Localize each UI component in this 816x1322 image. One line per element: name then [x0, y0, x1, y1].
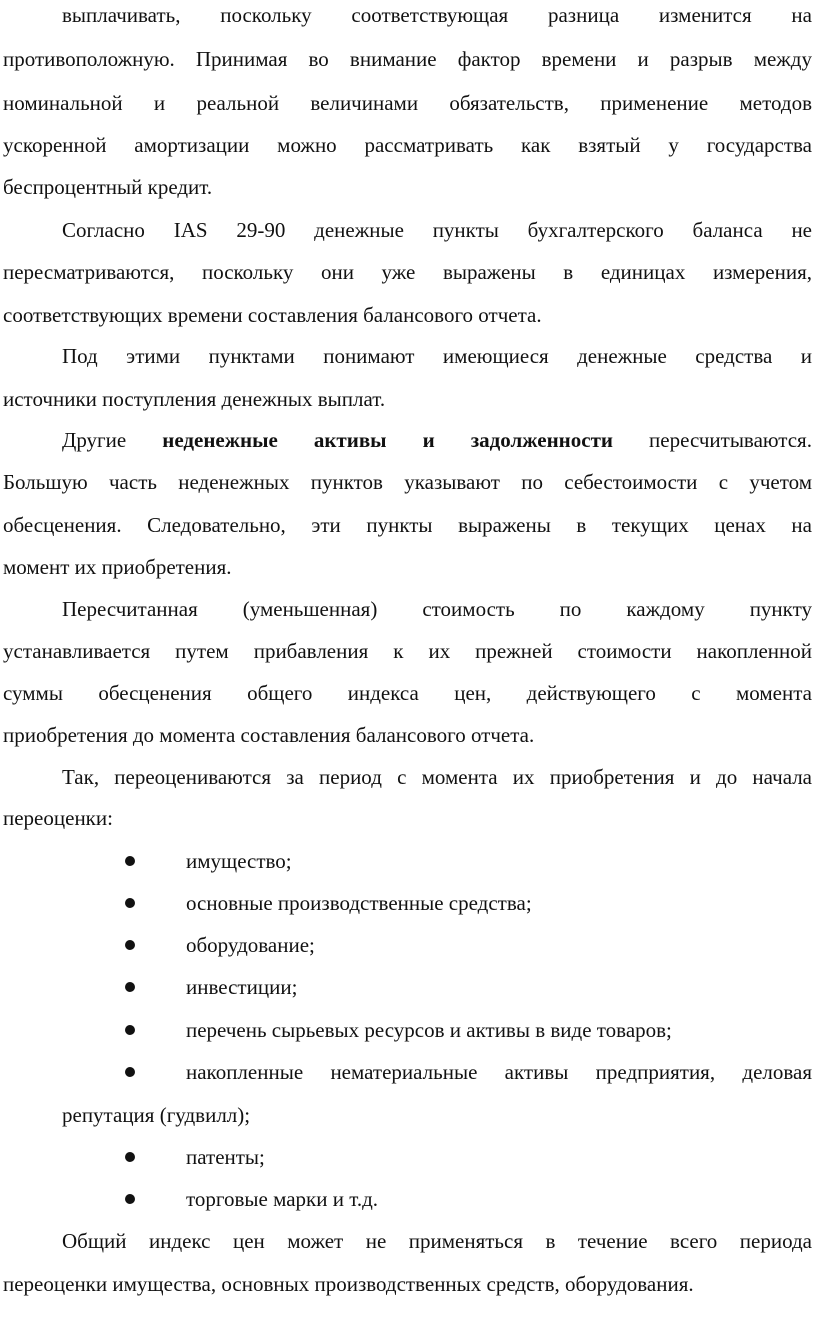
text-line: обесценения. Следовательно, эти пункты выражены в текущих ценах на	[3, 513, 812, 537]
list-item-text: имущество;	[186, 849, 292, 873]
bullet-icon	[125, 1025, 135, 1035]
text-line: Пересчитанная (уменьшенная) стоимость по каждому пункту	[62, 597, 812, 621]
text-line: суммы обесценения общего индекса цен, действующего с момента	[3, 681, 812, 705]
bullet-icon	[125, 1194, 135, 1204]
list-item-text: перечень сырьевых ресурсов и активы в виде товаров;	[186, 1018, 672, 1042]
text-line: переоценки:	[3, 806, 113, 830]
bullet-icon	[125, 1067, 135, 1077]
text-run: пересчитываются.	[613, 428, 812, 452]
text-line: номинальной и реальной величинами обязательств, применение методов	[3, 91, 812, 115]
text-line: соответствующих времени составления балансового отчета.	[3, 303, 542, 327]
bullet-icon	[125, 856, 135, 866]
text-line: Согласно IAS 29-90 денежные пункты бухгалтерского баланса не	[62, 218, 812, 242]
text-line: Общий индекс цен может не применяться в течение всего периода	[62, 1229, 812, 1253]
text-line: переоценки имущества, основных производственных средств, оборудования.	[3, 1272, 694, 1296]
list-item-text: накопленные нематериальные активы предприятия, деловая	[186, 1060, 812, 1084]
bullet-icon	[125, 1152, 135, 1162]
text-line: Под этими пунктами понимают имеющиеся денежные средства и	[62, 344, 812, 368]
text-run: Другие	[62, 428, 163, 452]
list-item-text: патенты;	[186, 1145, 265, 1169]
bullet-icon	[125, 982, 135, 992]
list-item-text-continued: репутация (гудвилл);	[62, 1103, 251, 1127]
text-line: момент их приобретения.	[3, 555, 232, 579]
list-item-text: инвестиции;	[186, 975, 298, 999]
list-item-text: оборудование;	[186, 933, 315, 957]
text-line: пересматриваются, поскольку они уже выражены в единицах измерения,	[3, 260, 812, 284]
list-item-text: основные производственные средства;	[186, 891, 532, 915]
bold-term: неденежные активы и задолженности	[162, 428, 614, 452]
text-line: устанавливается путем прибавления к их прежней стоимости накопленной	[3, 639, 812, 663]
text-line: Большую часть неденежных пунктов указывают по себестоимости с учетом	[3, 470, 812, 494]
text-line: противоположную. Принимая во внимание фактор времени и разрыв между	[3, 47, 812, 71]
text-line-mixed	[62, 425, 812, 455]
text-line: приобретения до момента составления балансового отчета.	[3, 723, 535, 747]
text-line: Так, переоцениваются за период с момента их приобретения и до начала	[62, 765, 812, 789]
bullet-icon	[125, 940, 135, 950]
text-line: выплачивать, поскольку соответствующая разница изменится на	[62, 3, 812, 27]
text-line: беспроцентный кредит.	[3, 175, 213, 199]
text-line: источники поступления денежных выплат.	[3, 387, 386, 411]
text-line: ускоренной амортизации можно рассматривать как взятый у государства	[3, 133, 812, 157]
bullet-icon	[125, 898, 135, 908]
list-item-text: торговые марки и т.д.	[186, 1187, 379, 1211]
